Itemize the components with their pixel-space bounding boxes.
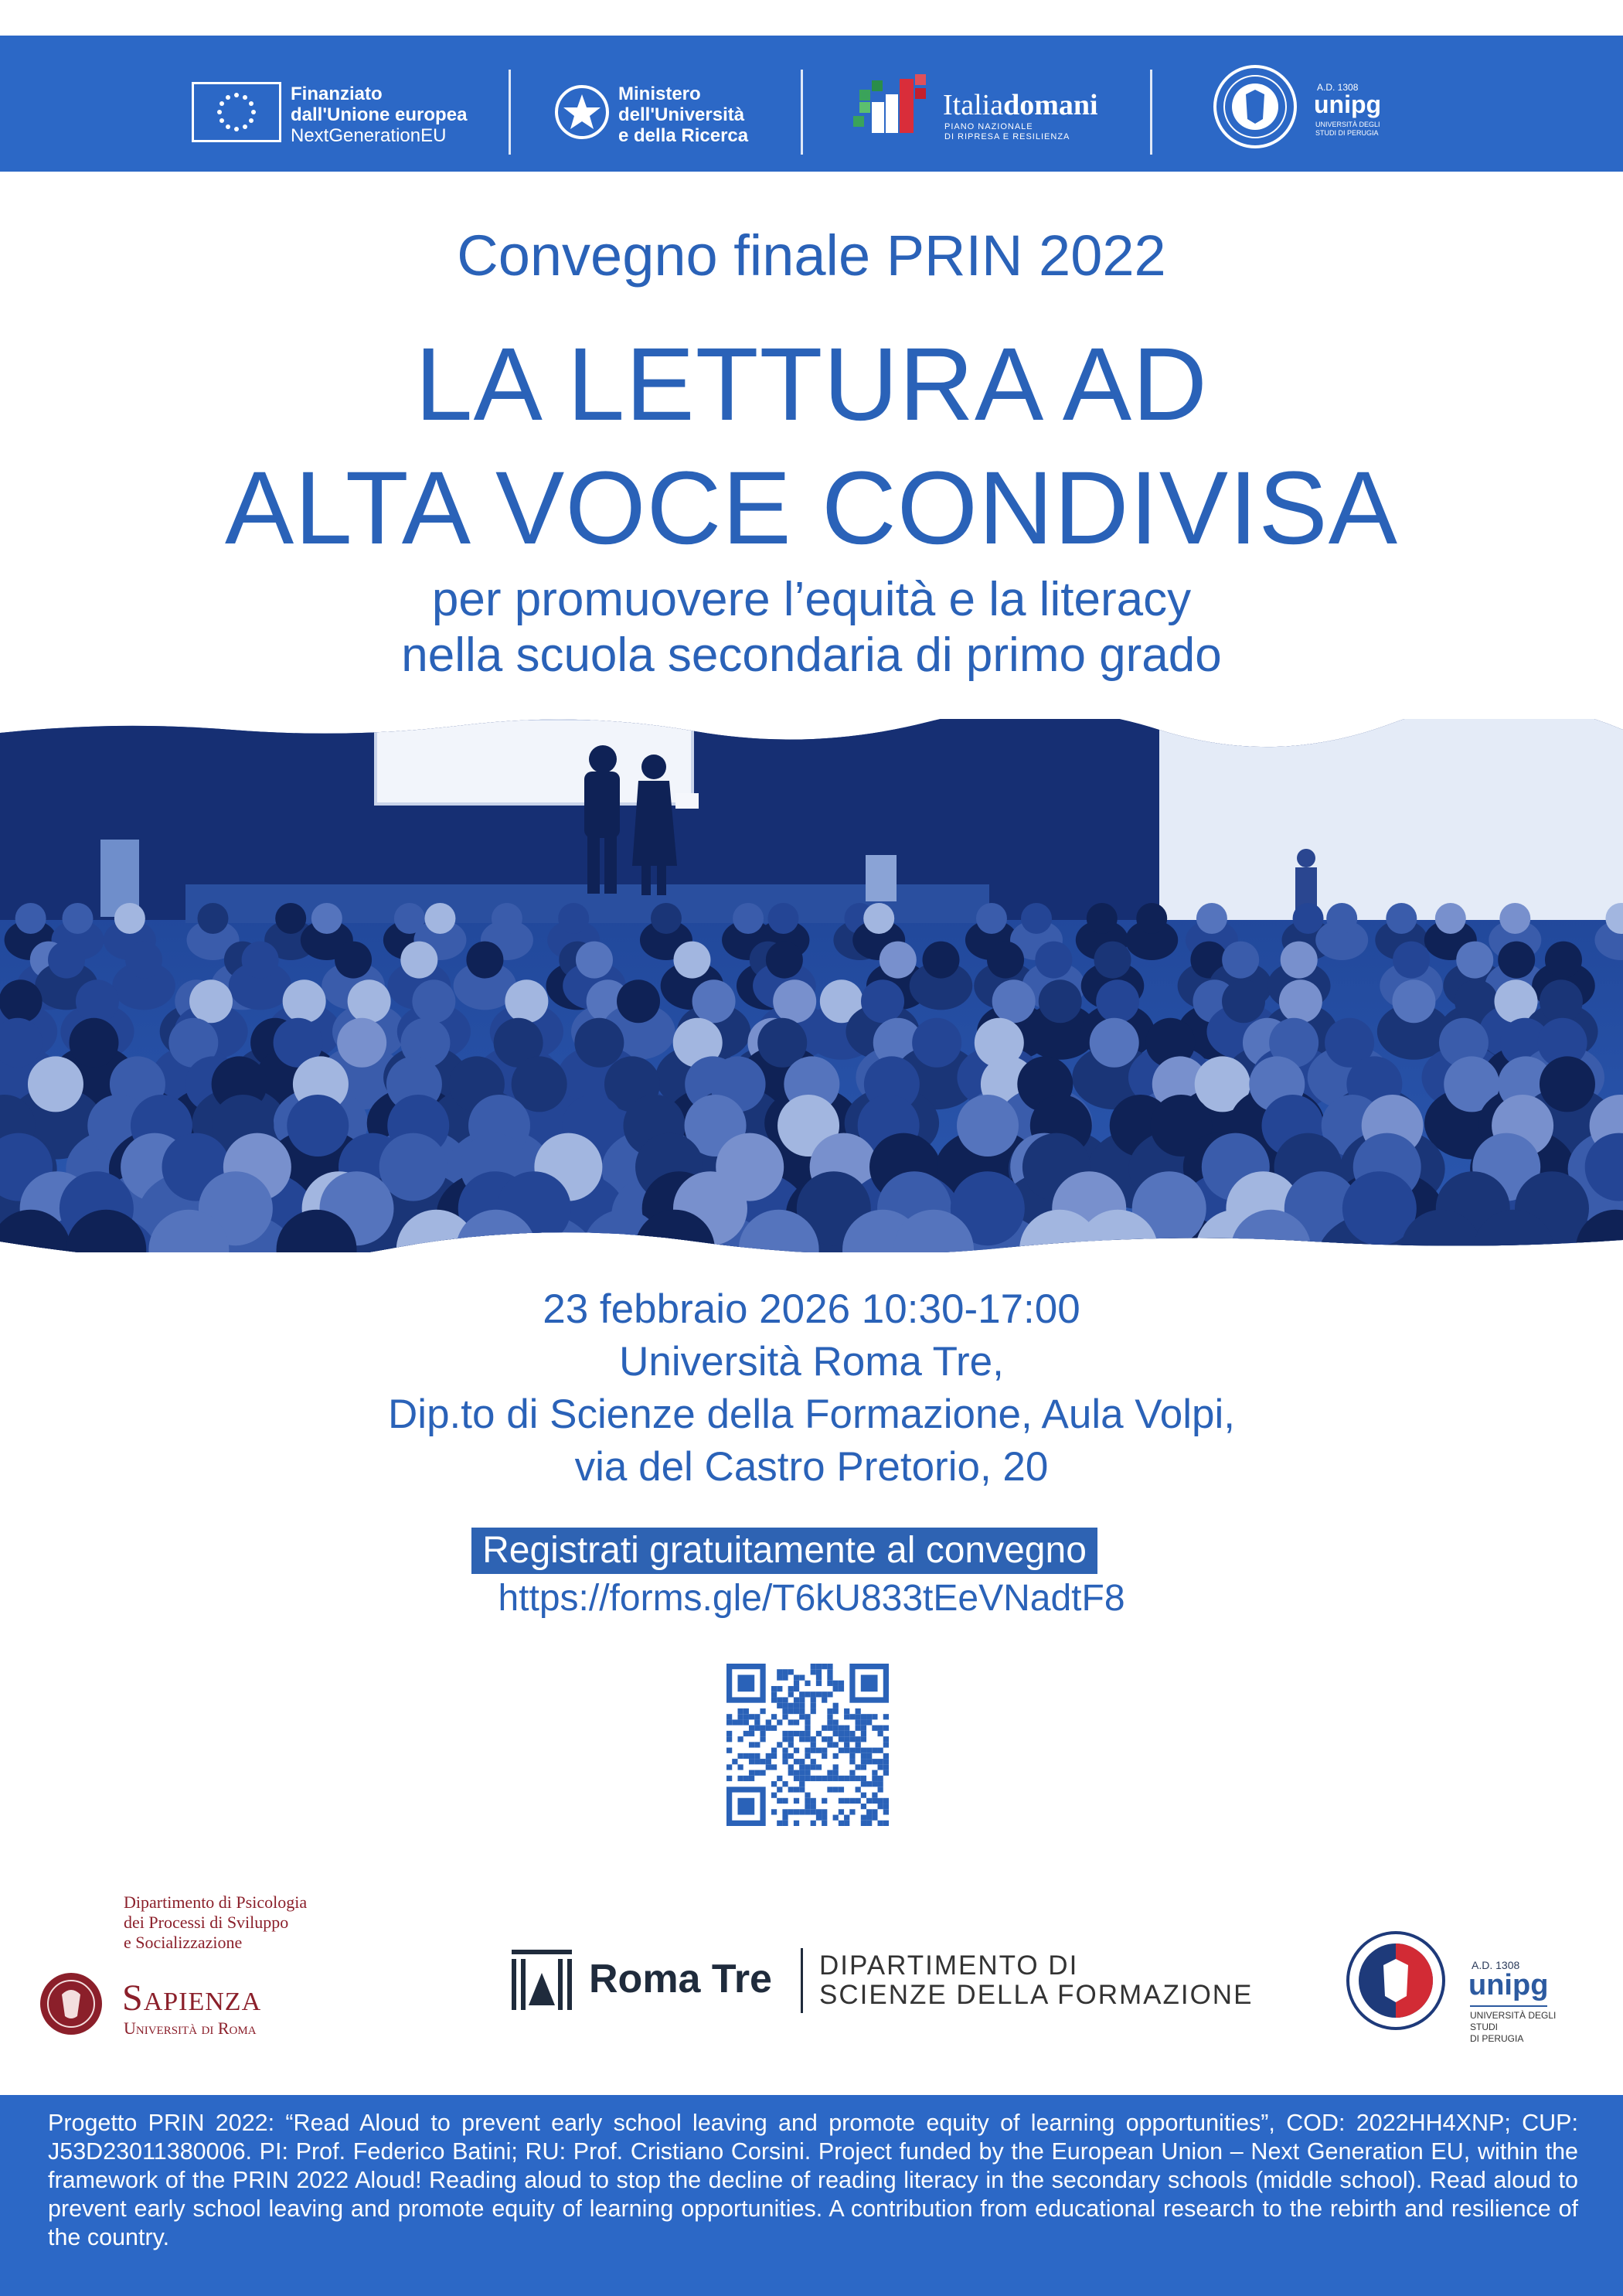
header-divider <box>801 70 803 155</box>
italia-domani-sub1: PIANO NAZIONALE <box>944 122 1033 131</box>
pre-title: Convegno finale PRIN 2022 <box>457 223 1166 288</box>
eu-logo-block <box>192 36 470 172</box>
italia-domani-logo-block <box>853 36 1116 172</box>
subtitle-line2: nella scuola secondaria di primo grado <box>401 629 1222 682</box>
sapienza-dept-line2: dei Processi di Sviluppo <box>124 1913 289 1932</box>
eu-flag-icon <box>192 82 281 142</box>
mur-line1: Ministero <box>618 83 701 104</box>
unipg-header-name: unipg <box>1314 90 1382 118</box>
footer-project-info: Progetto PRIN 2022: “Read Aloud to prevent early school leaving and promote equity of learning opportunities”, COD: 2022HH4XNP; CUP: J53D23011380006. PI: Prof. Federico Batini; RU: Prof. Cristiano Corsini. Project funded by the European Union – Next Generation EU, within the framework of the PRIN 2022 Aloud! Reading aloud to stop the decline of reading literacy in the secondary schools (middle school). Read aloud to prevent early school leaving and promote equity of learning opportunities. A contribution from educational research to the rebirth and resilience of the country. <box>48 2110 1578 2250</box>
unipg-year: A.D. 1308 <box>1472 1959 1520 1971</box>
italia-domani-sub2: DI RIPRESA E RESILIENZA <box>944 132 1070 141</box>
registration-link[interactable]: https://forms.gle/T6kU833tEeVNadtF8 <box>498 1578 1125 1619</box>
event-audience-photo <box>0 719 1623 1252</box>
unipg-sub-line1: UNIVERSITÀ DEGLI STUDI <box>1470 2010 1557 2032</box>
roma-tre-dept-line2: SCIENZE DELLA FORMAZIONE <box>819 1980 1254 2010</box>
sapienza-name: Sapienza <box>122 1977 262 2018</box>
event-info <box>0 1283 1623 1494</box>
eu-line1: Finanziato <box>291 83 383 104</box>
event-department: Dip.to di Scienze della Formazione, Aula Volpi, <box>388 1392 1235 1437</box>
sapienza-dept-line1: Dipartimento di Psicologia <box>124 1892 308 1912</box>
event-venue: Università Roma Tre, <box>619 1339 1004 1385</box>
unipg-seal-icon <box>1345 1930 1447 2032</box>
subtitle <box>0 572 1623 683</box>
event-datetime: 23 febbraio 2026 10:30-17:00 <box>543 1286 1080 1332</box>
registration-label[interactable]: Registrati gratuitamente al convegno <box>471 1528 1097 1574</box>
italia-domani-wordmark <box>943 90 1098 121</box>
main-title <box>0 323 1623 571</box>
italia-domani-bold: domani <box>1003 89 1098 121</box>
header-divider <box>1150 70 1152 155</box>
event-address: via del Castro Pretorio, 20 <box>574 1444 1049 1490</box>
italian-emblem-icon <box>553 83 611 141</box>
sapienza-dept-line3: e Socializzazione <box>124 1933 243 1952</box>
mur-line3: e della Ricerca <box>618 125 749 146</box>
unipg-name: unipg <box>1468 1969 1549 2001</box>
italia-domani-pixel-icon <box>853 71 938 141</box>
unipg-header-sub: UNIVERSITÀ DEGLI STUDI DI PERUGIA <box>1315 121 1380 137</box>
roma-tre-icon <box>512 1950 572 2010</box>
sapienza-emblem-icon <box>39 1971 104 2036</box>
registration-qr-code[interactable] <box>726 1664 889 1826</box>
roma-tre-dept-line1: DIPARTIMENTO DI <box>819 1950 1079 1981</box>
main-title-line2: ALTA VOCE CONDIVISA <box>224 451 1399 566</box>
mur-line2: dell'Università <box>618 104 745 125</box>
eu-line3: NextGenerationEU <box>291 125 447 146</box>
sapienza-subtitle: Università di Roma <box>124 2018 257 2038</box>
header-divider <box>509 70 511 155</box>
subtitle-line1: per promuovere l’equità e la literacy <box>431 573 1192 626</box>
italia-domani-light: Italia <box>943 89 1004 121</box>
main-title-line1: LA LETTURA AD <box>415 327 1208 442</box>
mur-logo-block <box>553 36 785 172</box>
unipg-seal-icon <box>1212 63 1298 150</box>
footer-band <box>0 2095 1623 2296</box>
unipg-sub-line2: DI PERUGIA <box>1470 2033 1524 2044</box>
eu-line2: dall'Unione europea <box>291 104 468 125</box>
unipg-subtitle <box>1470 2010 1578 2045</box>
unipg-header-logo-block <box>1212 36 1405 172</box>
header-band <box>0 36 1623 172</box>
roma-tre-divider <box>801 1948 803 2013</box>
roma-tre-name: Roma Tre <box>589 1957 772 2001</box>
unipg-header-year: A.D. 1308 <box>1317 82 1359 93</box>
unipg-underline <box>1470 2005 1547 2007</box>
